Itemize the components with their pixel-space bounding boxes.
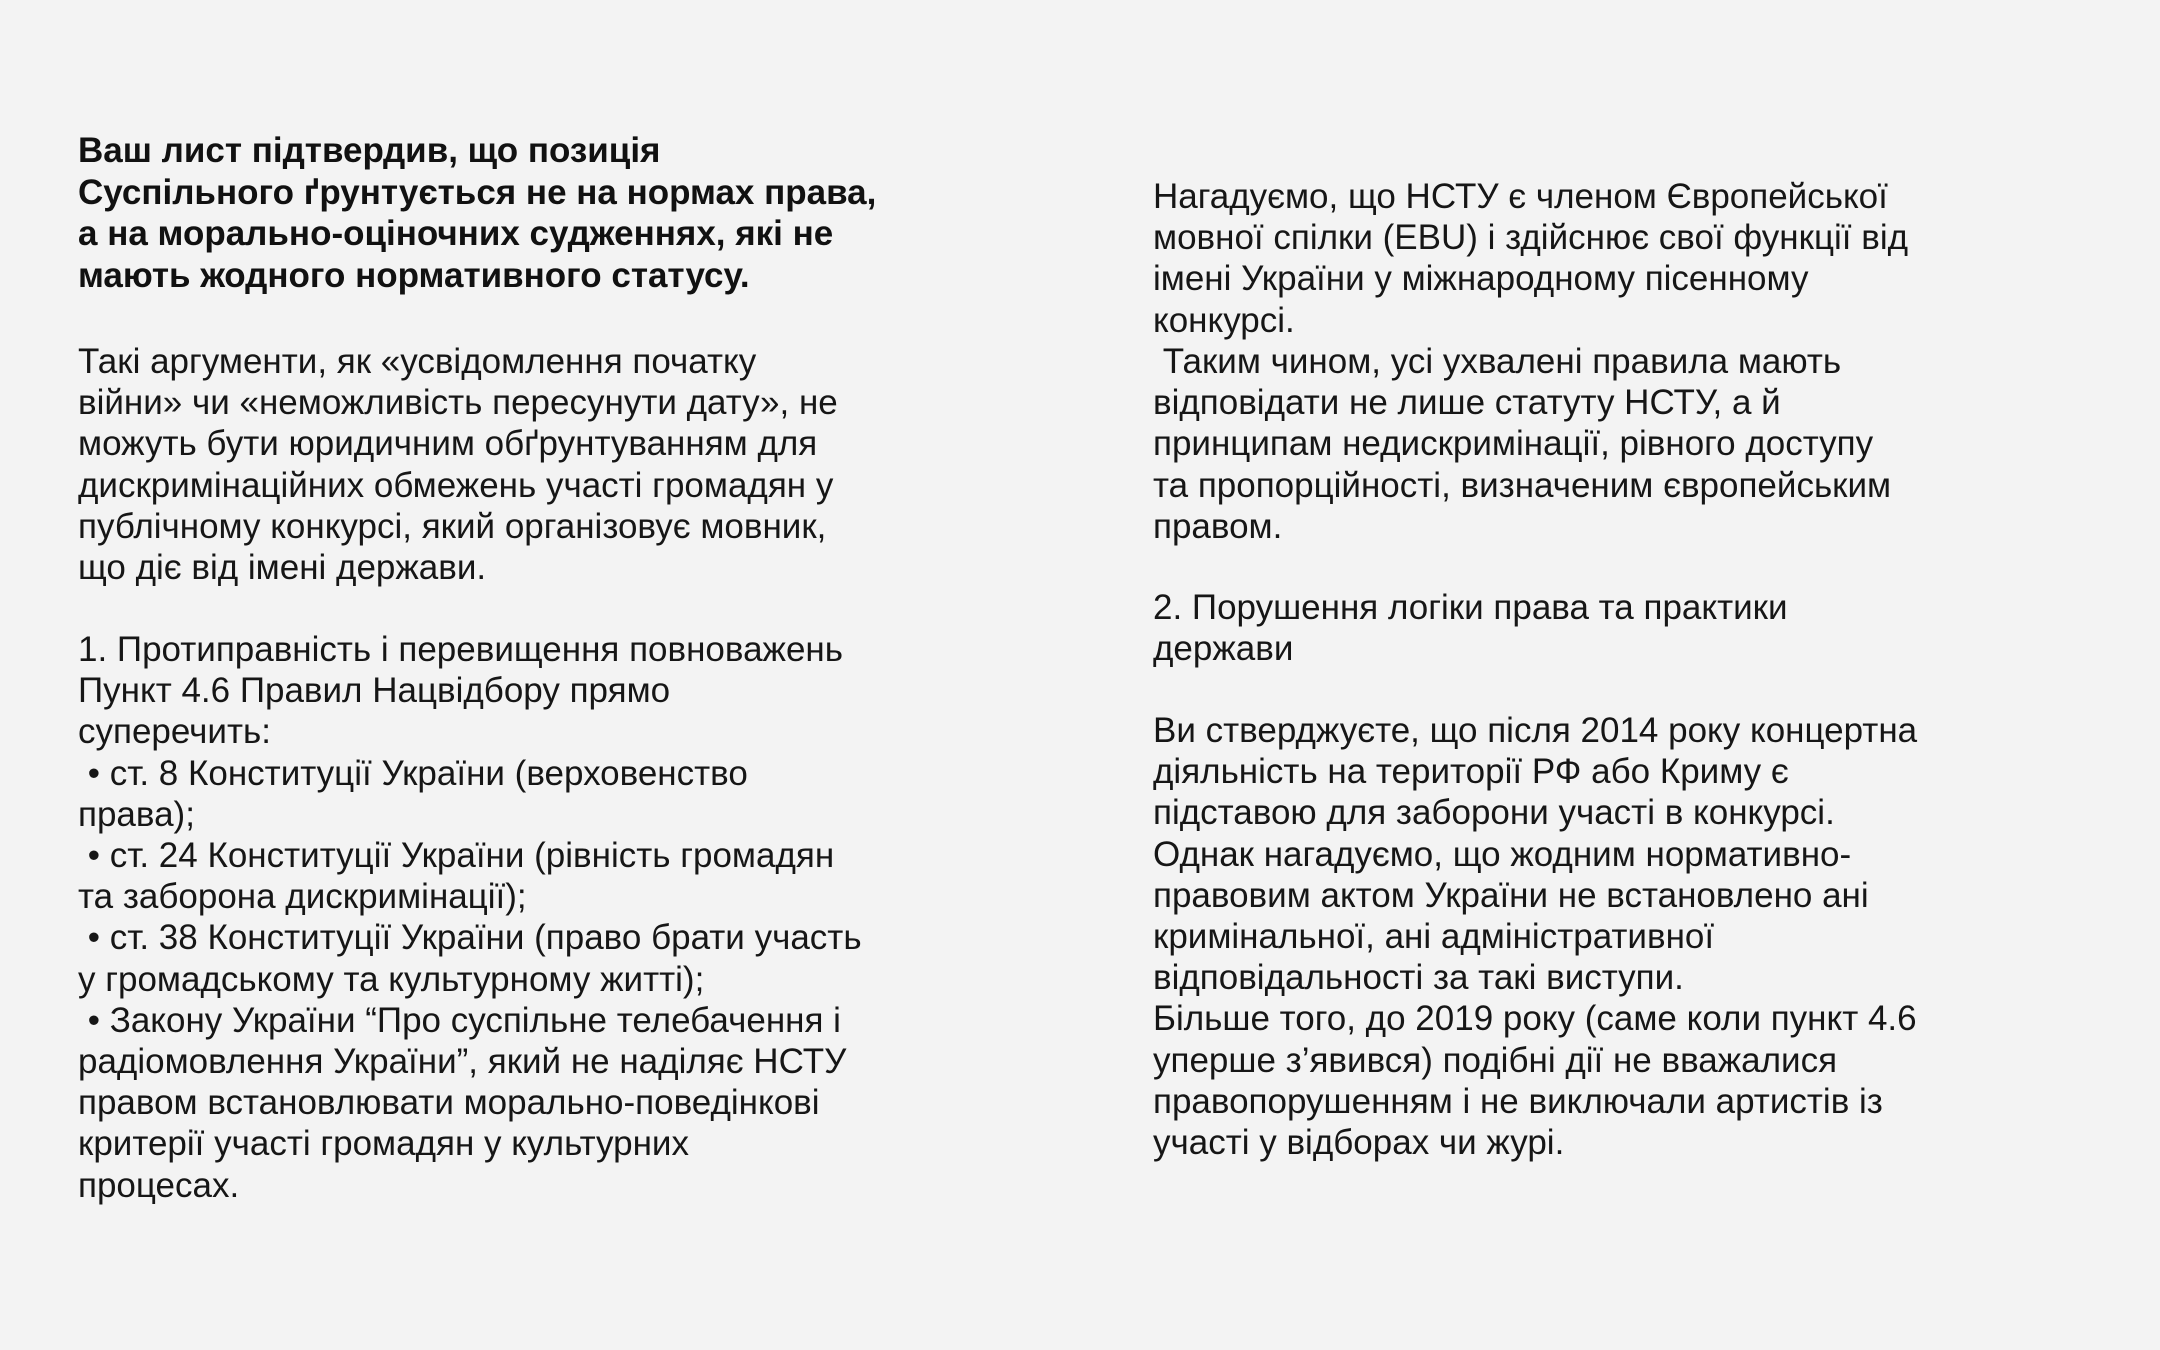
rules-paragraph: Таким чином, усі ухвалені правила мають відповідати не лише статуту НСТУ, а й принципам недискримінації, рівного доступу та пропорційності, визначеним європейським правом.	[1153, 342, 1892, 546]
section-2-heading: 2. Порушення логіки права та практики держави	[1153, 588, 1788, 669]
arguments-paragraph: Такі аргументи, як «усвідомлення початку війни» чи «неможливість пересунути дату», не можуть бути юридичним обґрунтуванням для дискримінаційних обмежень участі громадян у публічному конкурсі, який організовує мовник, що діє від імені держави.	[78, 342, 838, 588]
lead-statement: Ваш лист підтвердив, що позиція Суспільного ґрунтується не на нормах права, а на морально-оціночних судженнях, які не мають жодного нормативного статусу.	[78, 131, 877, 295]
after-2014-paragraph: Ви стверджуєте, що після 2014 року концертна діяльність на території РФ або Криму є підставою для заборони участі в конкурсі. Однак нагадуємо, що жодним нормативно- правовим актом України не встановлено ані кримінальної, ані адміністративної відповідальності за такі виступи. Більше того, до 2019 року (саме коли пункт 4.6 уперше з’явився) подібні дії не вважалися правопорушенням і не виключали артистів із участі у відборах чи журі.	[1153, 711, 1918, 1163]
ebu-paragraph: Нагадуємо, що НСТУ є членом Європейської мовної спілки (EBU) і здійснює свої функції від імені України у міжнародному пісенному конкурсі.	[1153, 177, 1909, 340]
section-1-violations: 1. Протиправність і перевищення повноважень Пункт 4.6 Правил Нацвідбору прямо суперечить: • ст. 8 Конституції України (верховенство права); • ст. 24 Конституції України (рівність громадян та заборона дискримінації); • ст. 38 Конституції України (право брати участь у громадському та культурному житті); • Закону України “Про суспільне телебачення і радіомовлення України”, який не наділяє НСТУ правом встановлювати морально-поведінкові критерії участі громадян у культурних процесах.	[78, 630, 862, 1205]
